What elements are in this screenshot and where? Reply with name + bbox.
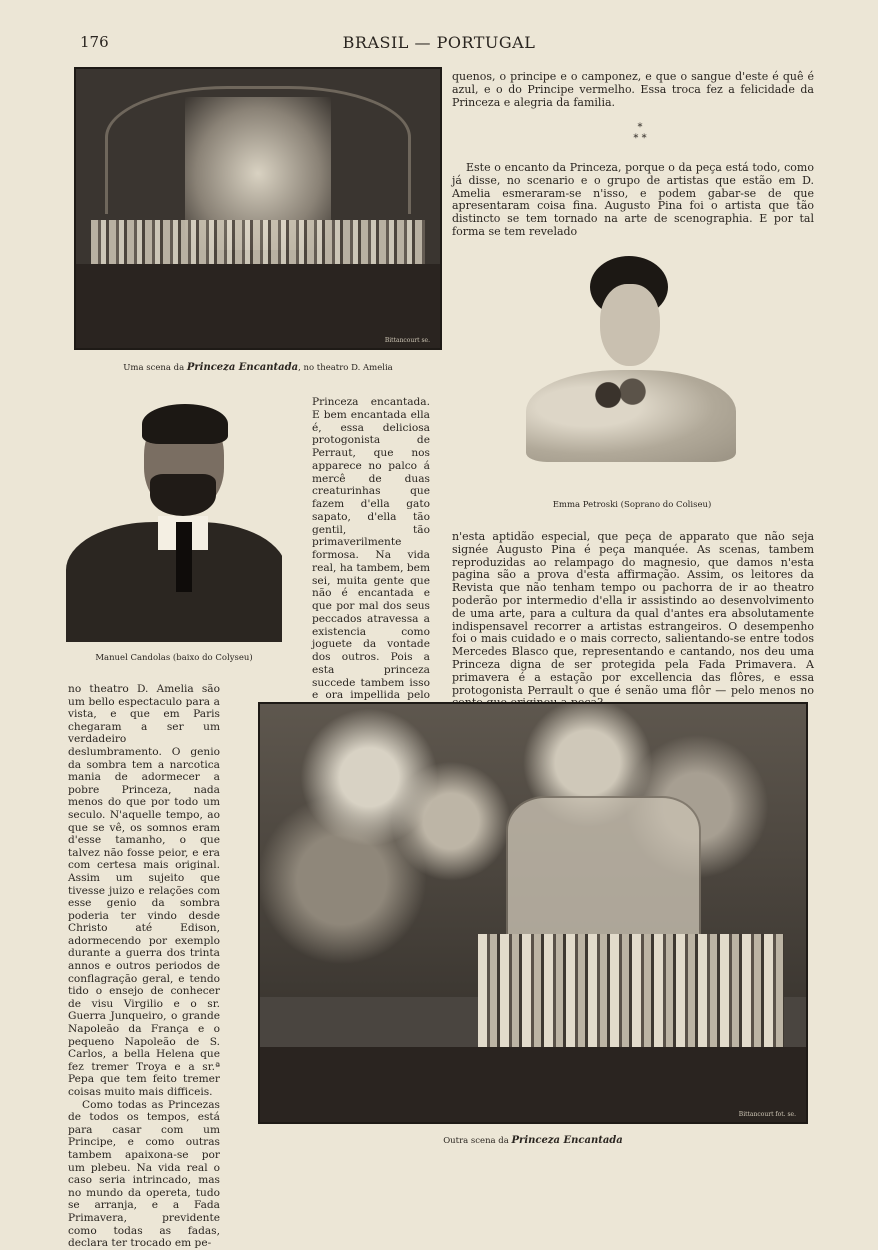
cast-group xyxy=(478,934,784,1059)
stage-floor xyxy=(76,264,440,348)
candolas-caption: Manuel Candolas (baixo do Colyseu) xyxy=(95,653,253,663)
stage-floor xyxy=(260,1047,806,1122)
photo-credit: Bittancourt fot. se. xyxy=(738,1111,796,1118)
scene2-caption: Outra scena da Princeza Encantada xyxy=(443,1135,623,1146)
text-right-top: quenos, o principe e o camponez, e que o sangue d'este é quê é azul, e o do Principe vermelho. Essa troca fez a felicidade da Princeza e alegria da familia. xyxy=(452,70,814,109)
scene2-photo xyxy=(258,702,808,1124)
portrait-candolas xyxy=(66,404,282,642)
page-number: 176 xyxy=(80,33,109,51)
text-mid-column: Princeza encantada. E bem encantada ella é, essa deliciosa protogonista de Perraut, que nos apparece no palco á mercê de duas creaturinhas que fazem d'ella gato sapato, d'ella tão gentil, tão primaverilmente formosa. Na vida real, ha tambem, bem sei, muita gente que não é encantada e que por mal dos seus peccados atravessa a existencia como joguete da vontade dos outros. Pois a esta princeza succede tambem isso e ora impellida pelo xyxy=(312,396,430,702)
section-divider: * * * xyxy=(633,122,647,144)
portrait-petroski xyxy=(526,250,738,482)
running-title: BRASIL — PORTUGAL xyxy=(342,33,536,52)
petroski-caption: Emma Petroski (Soprano do Coliseu) xyxy=(552,500,712,510)
scene2-caption-title: Princeza Encantada xyxy=(511,1135,623,1146)
scene1-caption: Uma scena da Princeza Encantada, no theatro D. Amelia xyxy=(123,362,393,373)
scene1-caption-title: Princeza Encantada xyxy=(186,362,299,373)
text-left-column: no theatro D. Amelia são um bello espectaculo para a vista, e que em Paris chegaram a ser um verdadeiro deslumbramento. O genio da sombra tem a narcotica mania de adormecer a pobre Princeza, nada menos do que por todo um seculo. N'aquelle tempo, ao que se vê, os somnos eram d'esse tamanho, o que talvez não fosse peior, e era com certesa mais original. Assim um sujeito que tivesse juizo e relações com esse genio da sombra poderia ter vindo desde Christo até Edison, adormecendo por exemplo durante a guerra dos trinta annos e outros periodos de conflagração geral, e tendo tido o ensejo de conhecer de visu Virgilio e o sr. Guerra Junqueiro, o grande Napoleão da França e o pequeno Napoleão de S. Carlos, a bella Helena que fez tremer Troya e a sr.ª Pepa que tem feito tremer coisas muito mais difficeis. Como todas as Princezas de todos os tempos, está para casar com um Principe, e como outras tambem apaixona-se por um plebeu. Na vida real o caso seria intrincado, mas no mundo da opereta, tudo se arranja, e a Fada Primavera, previdente como todas as fadas, declara ter trocado em pe- xyxy=(68,683,220,1250)
scene1-photo xyxy=(74,67,442,350)
photo-credit: Bittancourt se. xyxy=(384,337,430,344)
text-right-second: Este o encanto da Princeza, porque o da peça está todo, como já disse, no scenario e o grupo de artistas que estão em D. Amelia esmeraram-se n'isso, e podem gabar-se de que apresentaram coisa fina. Augusto Pina foi o artista que tão distincto se tem tornado na arte de scenographia. E por tal forma se tem revelado xyxy=(452,161,814,238)
text-right-mid: n'esta aptidão especial, que peça de apparato que não seja signée Augusto Pina é peça manquée. As scenas, tambem reproduzidas ao relampago do magnesio, que damos n'esta pagina são a prova d'esta affirmação. Assim, os leitores da Revista que não tenham tempo ou pachorra de ir ao theatro poderão por intermedio d'ella ir assistindo ao desenvolvimento de uma arte, para a cultura da qual d'antes era absolutamente indispensavel recorrer a artistas estrangeiros. O desempenho foi o mais cuidado e o mais correcto, salientando-se entre todos Mercedes Blasco que, representando e cantando, nos deu uma Princeza digna de ser protegida pela Fada Primavera. A primavera é a estação por excellencia das flôres, e essa protogonista Perrault o que é senão uma flôr — pelo menos no xyxy=(452,530,814,697)
